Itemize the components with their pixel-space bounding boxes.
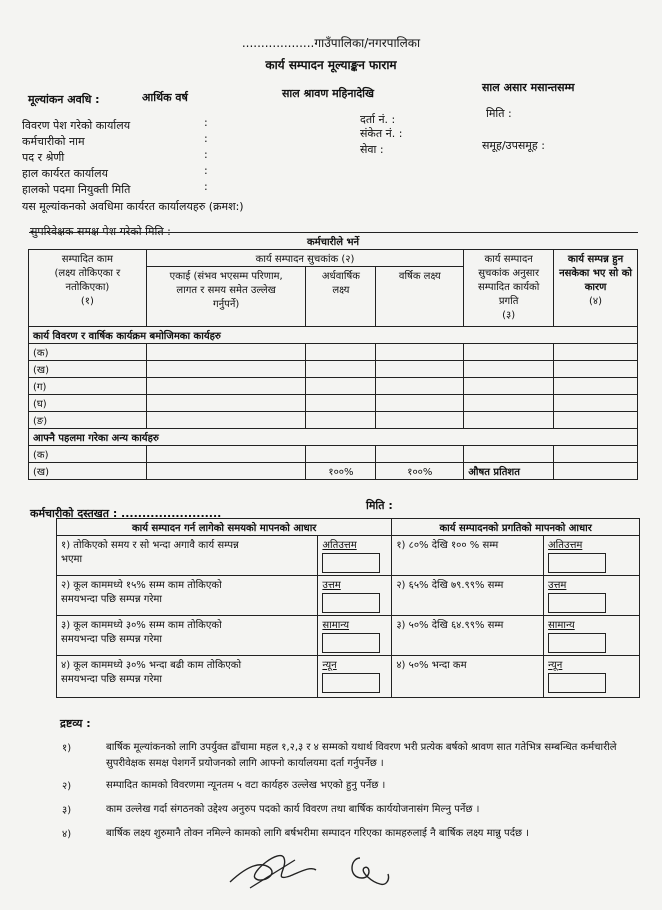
darta-label: दर्ता नं. :: [360, 113, 396, 126]
table1-top-header: कर्मचारीले भर्ने: [29, 233, 638, 250]
notes-heading: द्रष्टव्य :: [60, 717, 91, 730]
field-office-label: विवरण पेश गरेको कार्यालय: [22, 119, 131, 132]
field-appointment-colon: :: [204, 180, 208, 193]
time-grade-4: न्यून: [318, 656, 392, 698]
field-appointment-label: हालको पदमा नियुक्ती मिति: [22, 183, 131, 196]
progress-criterion-1: १) ८०% देखि १०० % सम्म: [392, 536, 544, 576]
sanket-label: संकेत नं. :: [360, 127, 403, 140]
progress-grade-4-box[interactable]: [548, 673, 606, 693]
section1-row-label: (क): [29, 344, 147, 361]
progress-grade-4: न्यून: [544, 656, 640, 698]
time-grade-3-box[interactable]: [322, 633, 380, 653]
field-current-office-colon: :: [204, 164, 208, 177]
performance-table: [28, 232, 638, 480]
progress-grade-1: अतिउत्तम: [544, 536, 640, 576]
progress-grade-3: सामान्य: [544, 616, 640, 656]
section1-row-label: (ख): [29, 361, 147, 378]
employee-signature-label: कर्मचारीको दस्तखत : ........................: [30, 507, 222, 520]
progress-criterion-3: ३) ५०% देखि ६४.९९% सम्म: [392, 616, 544, 656]
period-from: साल श्रावण महिनादेखि: [282, 87, 375, 100]
indicator-header: कार्य सम्पादन सुचकांक (२): [146, 250, 463, 267]
reason-header: कार्य सम्पन्न हुन नसकेका भए सो को कारण (४): [554, 250, 638, 327]
period-to: साल असार मसान्तसम्म: [482, 81, 575, 94]
total-annual: १००%: [376, 463, 464, 480]
signature-date-label: मिति :: [366, 499, 393, 512]
time-grade-2: उत्तम: [318, 576, 392, 616]
section1-row-label: (ग): [29, 378, 147, 395]
progress-grade-1-box[interactable]: [548, 553, 606, 573]
progress-criterion-4: ४) ५०% भन्दा कम: [392, 656, 544, 698]
sewa-label: सेवा :: [360, 143, 384, 156]
time-basis-header: कार्य सम्पादन गर्न लागेको समयको मापनको आधार: [57, 519, 392, 536]
time-grade-2-box[interactable]: [322, 593, 380, 613]
section1-row-label: (घ): [29, 395, 147, 412]
total-half: १००%: [306, 463, 376, 480]
time-grade-1-box[interactable]: [322, 553, 380, 573]
col-work-header: सम्पादित काम (लक्ष्य तोकिएका र नतोकिएका) (१): [29, 250, 147, 327]
section2-row-label: (ख): [29, 463, 147, 480]
field-current-office-label: हाल कार्यरत कार्यालय: [22, 167, 108, 180]
progress-basis-header: कार्य सम्पादनको प्रगतिको मापनको आधार: [392, 519, 640, 536]
time-criterion-3: ३) कूल काममध्ये ३०% सम्म काम तोकिएको समयभन्दा पछि सम्पन्न गरेमा: [57, 616, 318, 656]
field-name-label: कर्मचारीको नाम: [22, 135, 85, 148]
progress-criterion-2: २) ६५% देखि ७९.९९% सम्म: [392, 576, 544, 616]
office-list-label: यस मूल्यांकनको अवधिमा कार्यरत कार्यालयहरु (क्रमश:): [22, 200, 244, 213]
field-post-label: पद र श्रेणी: [22, 151, 65, 164]
time-grade-4-box[interactable]: [322, 673, 380, 693]
time-criterion-4: ४) कूल काममध्ये ३०% भन्दा बढी काम तोकिएको समयभन्दा पछि सम्पन्न गरेमा: [57, 656, 318, 698]
time-grade-1: अतिउत्तम: [318, 536, 392, 576]
section2-row-label: (क): [29, 446, 147, 463]
period-label: मूल्यांकन अवधि :: [28, 93, 100, 106]
annual-target-header: वर्षिक लक्ष्य: [376, 267, 464, 327]
section1-header: कार्य विवरण र वार्षिक कार्यक्रम बमोजिमका कार्यहरु: [29, 327, 638, 344]
samuha-label: समूह/उपसमूह :: [482, 139, 545, 152]
field-post-colon: :: [204, 148, 208, 161]
evaluation-basis-table: [56, 518, 640, 698]
progress-grade-2: उत्तम: [544, 576, 640, 616]
handwritten-signatures: [220, 838, 420, 898]
section1-row-label: (ङ): [29, 412, 147, 429]
progress-grade-3-box[interactable]: [548, 633, 606, 653]
half-target-header: अर्धवार्षिक लक्ष्य: [306, 267, 376, 327]
field-office-colon: :: [204, 116, 208, 129]
form-title: कार्य सम्पादन मूल्याङ्कन फाराम: [265, 58, 397, 72]
miti-label: मिति :: [486, 107, 512, 120]
time-criterion-1: १) तोकिएको समय र सो भन्दा अगावै कार्य सम्पन्न भएमा: [57, 536, 318, 576]
supervisor-date-label: सुपरिवेक्षक समक्ष पेश गरेको मिति :: [30, 225, 171, 238]
time-grade-3: सामान्य: [318, 616, 392, 656]
progress-grade-2-box[interactable]: [548, 593, 606, 613]
field-name-colon: :: [204, 132, 208, 145]
progress-header: कार्य सम्पादन सुचकांक अनुसार सम्पादित कार्यको प्रगति (३): [464, 250, 554, 327]
average-percent-label: औषत प्रतिशत: [464, 463, 554, 480]
office-heading: ...................गाउँपालिका/नगरपालिका: [241, 36, 421, 50]
section2-header: आफ्नै पहलमा गरेका अन्य कार्यहरु: [29, 429, 638, 446]
time-criterion-2: २) कूल काममध्ये १५% सम्म काम तोकिएको समयभन्दा पछि सम्पन्न गरेमा: [57, 576, 318, 616]
fiscal-year-label: आर्थिक वर्ष: [142, 91, 188, 104]
unit-header: एकाई (संभव भएसम्म परिणाम, लागत र समय समेत उल्लेख गर्नुपर्ने): [146, 267, 306, 327]
